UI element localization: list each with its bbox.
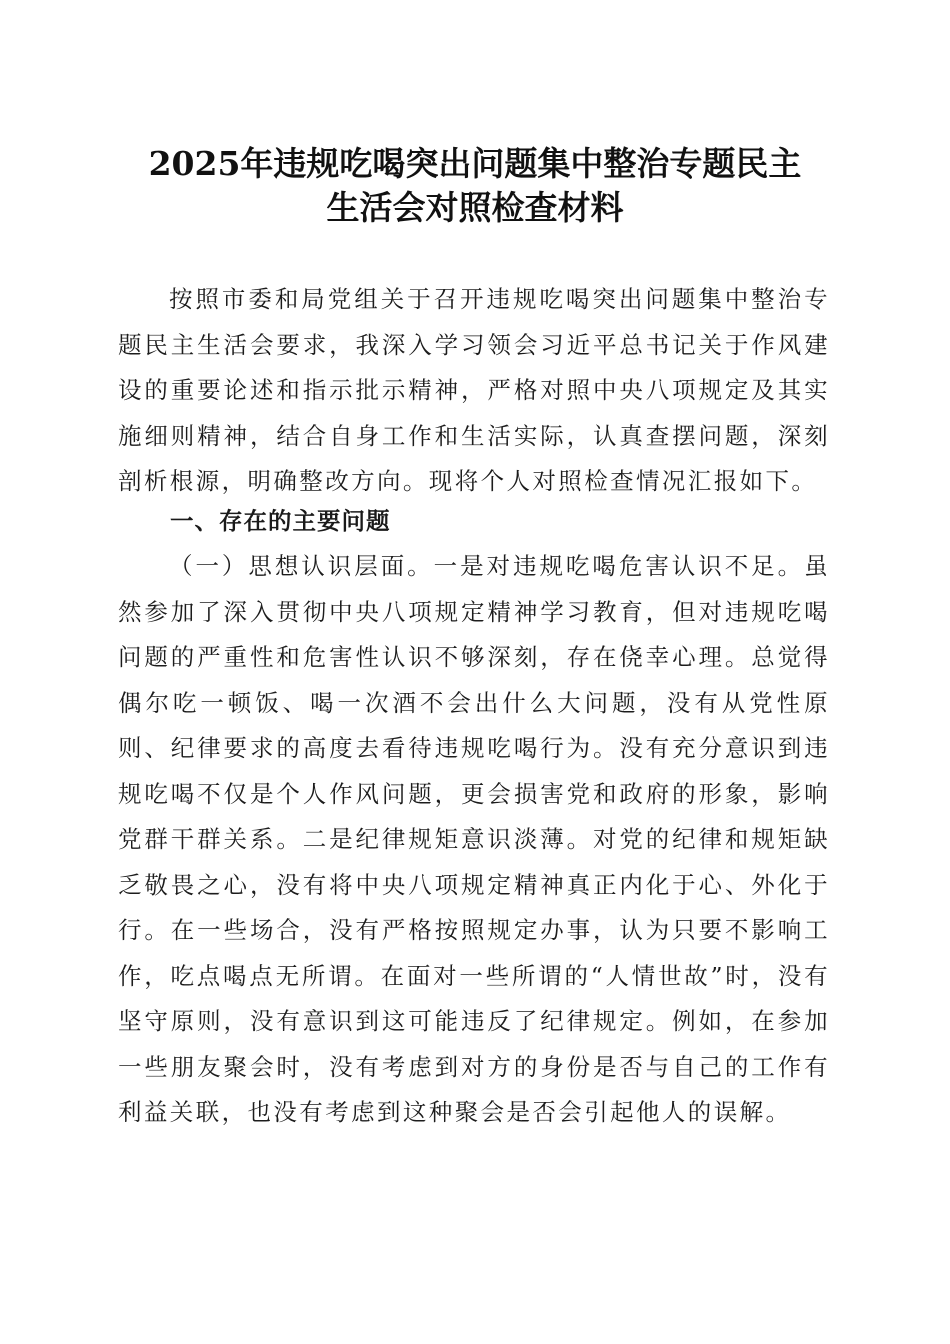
intro-paragraph: 按照市委和局党组关于召开违规吃喝突出问题集中整治专题民主生活会要求，我深入学习领会习近平总书记关于作风建设的重要论述和指示批示精神，严格对照中央八项规定及其实施细则精神，结合自身工作和生活实际，认真查摆问题，深刻剖析根源，明确整改方向。现将个人对照检查情况汇报如下。: [118, 285, 830, 495]
document-title-line-2: 生活会对照检查材料: [326, 188, 624, 227]
document-title-line-1: 2025年违规吃喝突出问题集中整治专题民主: [148, 144, 802, 183]
section-1-heading: 一、存在的主要问题: [170, 507, 391, 535]
section-1-paragraph-1: （一）思想认识层面。一是对违规吃喝危害认识不足。虽然参加了深入贯彻中央八项规定精神学习教育，但对违规吃喝问题的严重性和危害性认识不够深刻，存在侥幸心理。总觉得偶尔吃一顿饭、喝一次酒不会出什么大问题，没有从党性原则、纪律要求的高度去看待违规吃喝行为。没有充分意识到违规吃喝不仅是个人作风问题，更会损害党和政府的形象，影响党群干群关系。二是纪律规矩意识淡薄。对党的纪律和规矩缺乏敬畏之心，没有将中央八项规定精神真正内化于心、外化于行。在一些场合，没有严格按照规定办事，认为只要不影响工作，吃点喝点无所谓。在面对一些所谓的“人情世故”时，没有坚守原则，没有意识到这可能违反了纪律规定。例如，在参加一些朋友聚会时，没有考虑到对方的身份是否与自己的工作有利益关联，也没有考虑到这种聚会是否会引起他人的误解。: [118, 552, 830, 1126]
